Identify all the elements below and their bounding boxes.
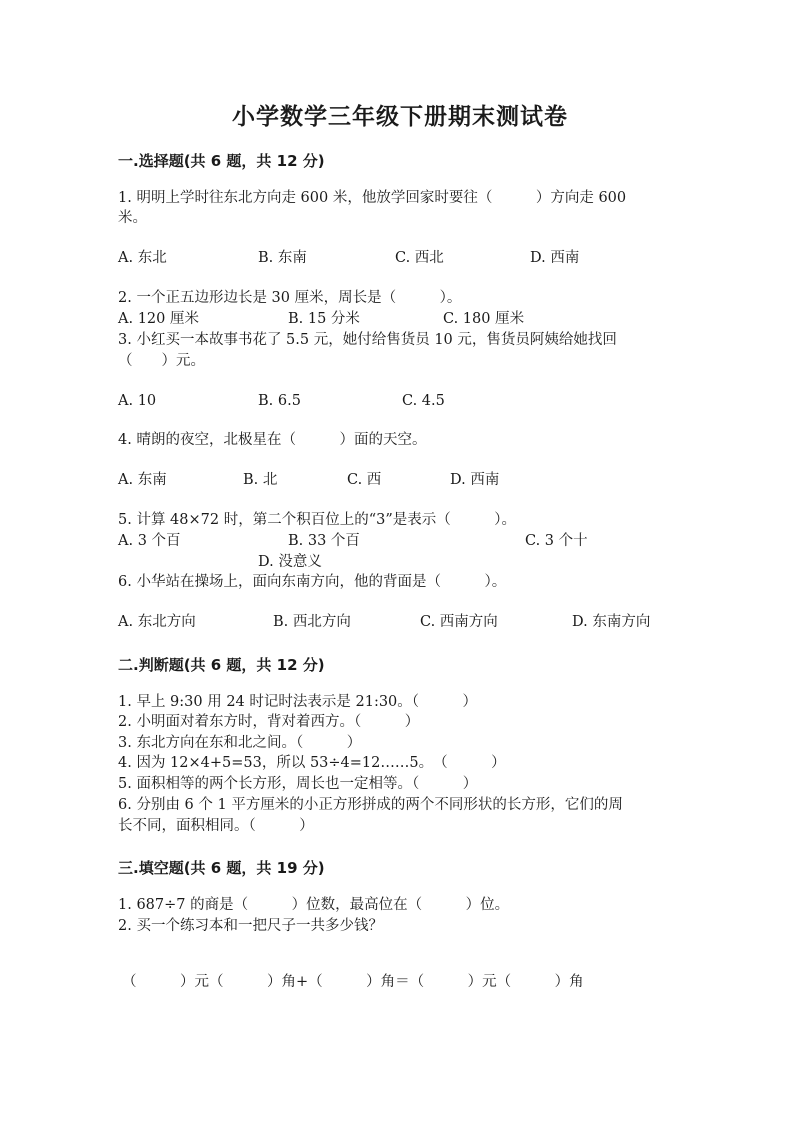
question-text: 5. 计算 48×72 时，第二个积百位上的“3”是表示（ ）。 — [118, 512, 517, 528]
option-b[interactable]: B. 西北方向 — [273, 614, 351, 630]
option-a[interactable]: A. 东南 — [118, 472, 167, 488]
fill-item: 1. 687÷7 的商是（ ）位数，最高位在（ ）位。 — [118, 897, 510, 913]
option-d[interactable]: D. 东南方向 — [572, 614, 651, 630]
question-text: 3. 小红买一本故事书花了 5.5 元，她付给售货员 10 元，售货员阿姨给她找回 — [118, 332, 617, 348]
judge-item: 长不同，面积相同。（ ） — [118, 818, 314, 834]
question-text: 1. 明明上学时往东北方向走 600 米，他放学回家时要往（ ）方向走 600 — [118, 190, 627, 206]
option-c[interactable]: C. 西南方向 — [420, 614, 498, 630]
judge-item: 2. 小明面对着东方时，背对着西方。（ ） — [118, 714, 420, 730]
option-c[interactable]: C. 西 — [347, 472, 382, 488]
option-c[interactable]: C. 4.5 — [402, 393, 445, 409]
section-heading-choice: 一.选择题(共 6 题，共 12 分) — [118, 152, 325, 170]
question-text: 2. 一个正五边形边长是 30 厘米，周长是（ ）。 — [118, 290, 462, 306]
option-a[interactable]: A. 10 — [118, 393, 157, 409]
question-text: （ ）元。 — [118, 353, 205, 369]
question-text: 米。 — [118, 210, 147, 226]
judge-item: 6. 分别由 6 个 1 平方厘米的小正方形拼成的两个不同形状的长方形，它们的周 — [118, 797, 623, 813]
option-d[interactable]: D. 西南 — [450, 472, 500, 488]
section-heading-fill: 三.填空题(共 6 题，共 19 分) — [118, 859, 325, 877]
fill-item: 2. 买一个练习本和一把尺子一共多少钱？ — [118, 918, 383, 934]
option-b[interactable]: B. 北 — [243, 472, 278, 488]
option-a[interactable]: A. 东北方向 — [118, 614, 196, 630]
option-c[interactable]: C. 3 个十 — [525, 533, 588, 549]
fill-blank-row: （ ）元（ ）角+（ ）角＝（ ）元（ ）角 — [122, 974, 584, 990]
option-b[interactable]: B. 6.5 — [258, 393, 301, 409]
option-b[interactable]: B. 33 个百 — [288, 533, 360, 549]
option-a[interactable]: A. 3 个百 — [118, 533, 181, 549]
option-a[interactable]: A. 东北 — [118, 250, 167, 266]
judge-item: 1. 早上 9:30 用 24 时记时法表示是 21:30。（ ） — [118, 694, 478, 710]
judge-item: 4. 因为 12×4+5=53，所以 53÷4=12……5。 （ ） — [118, 755, 506, 771]
question-text: 6. 小华站在操场上，面向东南方向，他的背面是（ ）。 — [118, 574, 507, 590]
page-title: 小学数学三年级下册期末测试卷 — [232, 103, 568, 130]
option-c[interactable]: C. 180 厘米 — [443, 311, 525, 327]
option-c[interactable]: C. 西北 — [395, 250, 444, 266]
judge-item: 5. 面积相等的两个长方形，周长也一定相等。（ ） — [118, 776, 478, 792]
option-d[interactable]: D. 没意义 — [258, 554, 322, 570]
option-a[interactable]: A. 120 厘米 — [118, 311, 199, 327]
question-text: 4. 晴朗的夜空，北极星在（ ）面的天空。 — [118, 432, 427, 448]
section-heading-judge: 二.判断题(共 6 题，共 12 分) — [118, 656, 325, 674]
option-b[interactable]: B. 15 分米 — [288, 311, 360, 327]
option-b[interactable]: B. 东南 — [258, 250, 307, 266]
judge-item: 3. 东北方向在东和北之间。（ ） — [118, 735, 362, 751]
option-d[interactable]: D. 西南 — [530, 250, 580, 266]
